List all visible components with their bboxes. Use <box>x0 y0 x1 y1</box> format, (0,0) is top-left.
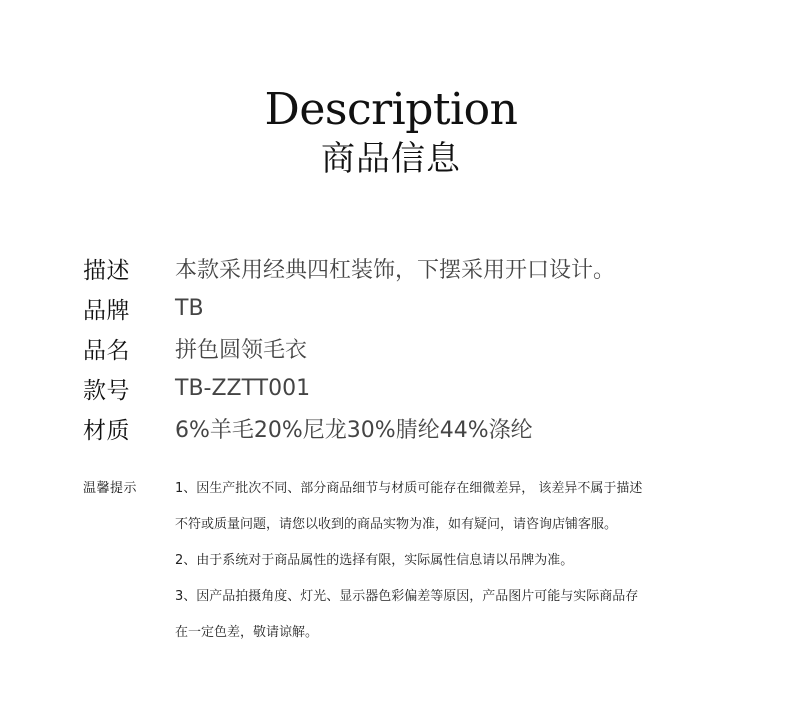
info-row-material <box>83 408 723 448</box>
info-label: 品名 <box>83 337 130 364</box>
header <box>0 82 790 180</box>
info-row-description <box>83 248 723 288</box>
info-label: 款号 <box>83 377 130 404</box>
info-label: 材质 <box>83 417 130 444</box>
notice-line: 2、由于系统对于商品属性的选择有限，实际属性信息请以吊牌为准。 <box>175 553 574 568</box>
info-value: 拼色圆领毛衣 <box>175 337 308 363</box>
notice-line: 在一定色差，敬请谅解。 <box>175 625 319 640</box>
info-value: TB-ZZTT001 <box>175 375 311 401</box>
notice-label: 温馨提示 <box>83 481 138 496</box>
page-title-chinese: 商品信息 <box>321 139 461 179</box>
notice-line: 3、因产品拍摄角度、灯光、显示器色彩偏差等原因，产品图片可能与实际商品存 <box>175 589 639 604</box>
info-row-product-name <box>83 328 723 368</box>
info-row-brand <box>83 288 723 328</box>
info-label: 描述 <box>83 257 130 284</box>
product-info <box>83 248 723 448</box>
info-value: 本款采用经典四杠装饰，下摆采用开口设计。 <box>175 257 616 283</box>
info-row-style-number <box>83 368 723 408</box>
info-value: TB <box>175 295 204 321</box>
info-value: 6%羊毛20%尼龙30%腈纶44%涤纶 <box>175 417 533 443</box>
notice-body <box>175 475 695 655</box>
info-label: 品牌 <box>83 297 130 324</box>
page-title-english: Description <box>264 84 518 135</box>
notice-section <box>83 475 723 655</box>
notice-line: 不符或质量问题，请您以收到的商品实物为准，如有疑问，请咨询店铺客服。 <box>175 517 618 532</box>
notice-line: 1、因生产批次不同、部分商品细节与材质可能存在细微差异， 该差异不属于描述 <box>175 481 643 496</box>
